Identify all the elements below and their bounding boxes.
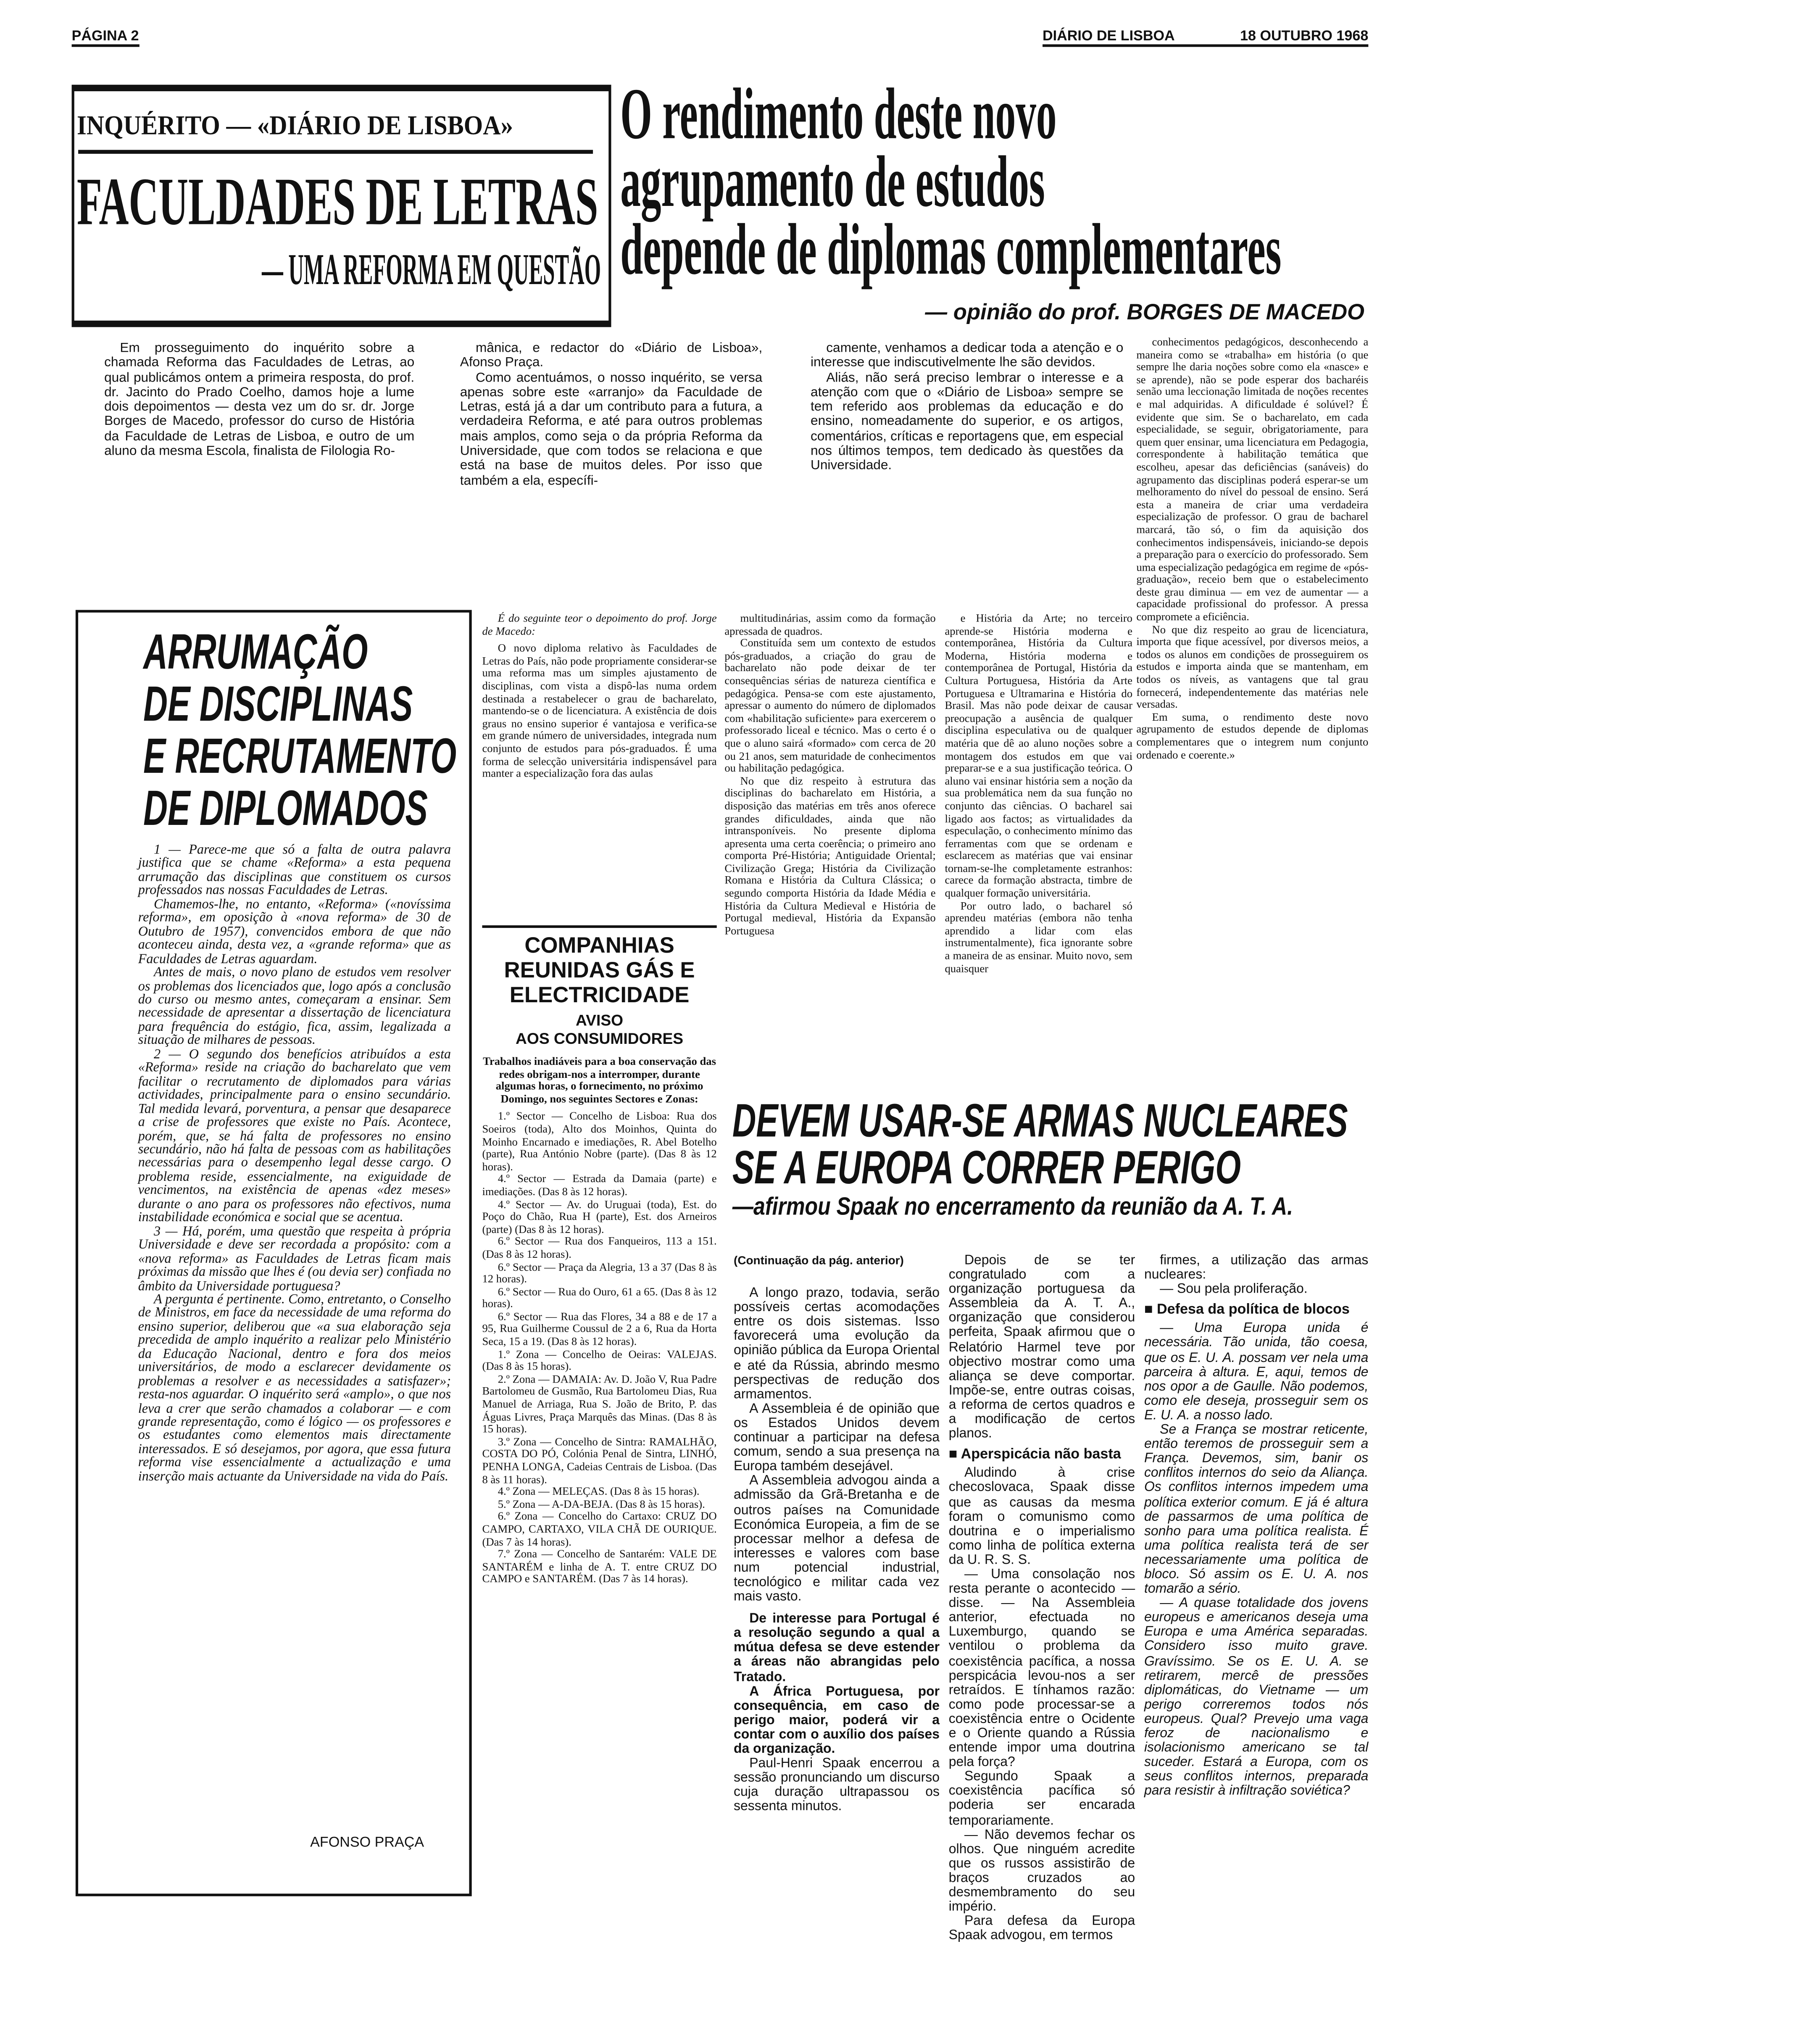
col-body xyxy=(1144,1322,1368,1799)
paragraph: — A quase totalidade dos jovens europeus e americanos deseja uma Europa e uma América separadas. Considero isso muito grave. Gravíssimo. Se os E. U. A. se retirarem, mercê de pressões diplomáticas, do Vietname — um perigo correremos todos nós europeus. Qual? Prevejo uma vaga feroz de nacionalismo e isolacionismo americano se tal suceder. Estará a Europa, com os seus conflitos internos, preparada para resistir à infiltração soviética? xyxy=(1144,1596,1369,1799)
subhead-text: Defesa da política de blocos xyxy=(1157,1302,1350,1318)
notice-subtitle: AOS CONSUMIDORES xyxy=(516,1030,684,1048)
sidebar-author: AFONSO PRAÇA xyxy=(310,1835,424,1851)
paragraph: A Assembleia advogou ainda a admissão da Grã-Bretanha e de outros países na Comunidade Económica Europeia, a fim de se processar melhor a defesa de interesses e valores com base num potencial industrial, tecnológico e militar cada vez mais vasto. xyxy=(734,1474,940,1604)
paragraph: A África Portuguesa, por consequência, em caso de perigo maior, poderá vir a contar com o auxílio dos países da organização. xyxy=(734,1684,940,1757)
intro-column-3 xyxy=(811,342,1123,602)
paragraph: Paul-Henri Spaak encerrou a sessão pronunciando um discurso cuja duração ultrapassou os sessenta minutos. xyxy=(734,1757,940,1815)
notice-company: COMPANHIAS REUNIDAS GÁS E ELECTRICIDADE xyxy=(504,933,695,1008)
paragraph: 3.º Zona — Concelho de Sintra: RAMALHÃO, COSTA DO PÓ, Colónia Penal de Sintra, LINHÓ, PENHA LONGA, Cadeias Centrais de Lisboa. (Das 8 às 11 horas). xyxy=(482,1434,717,1486)
paragraph: 4.º Sector — Av. do Uruguai (toda), Est. do Poço do Chão, Rua H (parte), Est. dos Arneiros (parte) (Das 8 às 12 horas). xyxy=(482,1197,717,1235)
paragraph: No que diz respeito à estrutura das disciplinas do bacharelato em História, a disposição das matérias em três anos oferece grandes dificuldades, ainda que não intransponíveis. No presente diploma apresenta uma certa coerência; o primeiro ano comporta Pré-História; Antiguidade Oriental; Civilização Grega; História da Civilização Romana e História da Cultura Clássica; o segundo comporta História da Idade Média e História da Cultura Medieval e História de Portugal medieval, História da Expansão Portuguesa xyxy=(724,774,936,937)
intro-column-1 xyxy=(104,342,414,602)
page-number: PÁGINA 2 xyxy=(72,29,139,47)
paragraph: 1.º Zona — Concelho de Oeiras: VALEJAS. (Das 8 às 15 horas). xyxy=(482,1347,717,1373)
notice-list xyxy=(482,1111,716,1841)
sidebar-article-box xyxy=(76,610,472,1896)
paragraph: e História da Arte; no terceiro aprende-se História moderna e contemporânea, História da Cultura Moderna, História moderna e contemporânea de Portugal, História da Cultura Portuguesa, História da Arte Portuguesa e Ultramarina e História do Brasil. Mas não pode deixar de causar preocupação a ausência de qualquer disciplina especulativa ou de qualquer matéria que dê ao aluno noções sobre a montagem dos estudos em que vai preparar-se e a sua justificação teórica. O aluno vai ensinar história sem a noção da sua problemática nem da sua função no conjunto das ciências. O bacharel sai ligado aos factos; as virtualidades da especulação, o conhecimento mínimo das ferramentas com que se ordenam e esclarecem as matérias que vai ensinar tornam-se-lhe completamente estranhos: carece da formação abstracta, timbre de qualquer formação universitária. xyxy=(945,611,1133,900)
paragraph: 6.º Sector — Praça da Alegria, 13 a 37 (Das 8 às 12 horas). xyxy=(482,1259,717,1285)
col-body xyxy=(1144,1254,1368,1297)
inquiry-kicker: INQUÉRITO — «DIÁRIO DE LISBOA» xyxy=(76,109,513,141)
paragraph: Aludindo à crise checoslovaca, Spaak disse que as causas da mesma foram o comunismo como doutrina e o imperialismo como linha de política externa da U. R. S. S. xyxy=(948,1466,1135,1568)
title-line: DE DIPLOMADOS xyxy=(143,782,428,837)
paragraph: Como acentuámos, o nosso inquérito, se versa apenas sobre este «arranjo» da Faculdade de Letras, está já a dar um contributo para a futura, a verdadeira Reforma, e até para outros problemas mais amplos, como seja o da própria Reforma da Universidade, que com todos se relaciona e que está na base de muitos deles. Por isso que também a ela, específi- xyxy=(460,371,763,488)
paragraph: Em suma, o rendimento deste novo agrupamento de estudos depende de diplomas complementares que o integrem num conjunto ordenado e coerente.» xyxy=(1136,710,1369,761)
paragraph: O novo diploma relativo às Faculdades de Letras do País, não pode propriamente considerar-se uma reforma mas um simples ajustamento de disciplinas, com vista a dispô-las numa ordem destinada a restabelecer o grau de bacharelato, mantendo-se o de licenciatura. A existência de dois graus no ensino superior é vantajosa e verifica-se em grande número de universidades, integrada num conjunto de estudos para pós-graduados. É uma forma de selecção universitária indispensável para manter a especialização fora das aulas xyxy=(482,641,717,780)
subhead-blocos: ■ Defesa da política de blocos xyxy=(1144,1302,1350,1318)
paragraph: mânica, e redactor do «Diário de Lisboa», Afonso Praça. xyxy=(460,341,763,371)
inquiry-box xyxy=(72,85,611,327)
paragraph: A Assembleia é de opinião que os Estados Unidos devem continuar a participar na defesa comum, sendo a sua presença na Europa também desejável. xyxy=(734,1402,940,1475)
issue-date: 18 OUTUBRO 1968 xyxy=(1240,29,1369,45)
byline: — opinião do prof. BORGES DE MACEDO xyxy=(925,300,1365,325)
paragraph: De interesse para Portugal é a resolução segundo a qual a mútua defesa se deve estender a áreas não abrangidas pelo Tratado. xyxy=(734,1612,940,1685)
headline-line: SE A EUROPA CORRER PERIGO xyxy=(732,1140,1241,1194)
paragraph: conhecimentos pedagógicos, desconhecendo a maneira como se «trabalha» em história (o que sempre lhe daria noções sobre como ela «nasce» e se aprende), não se pode esperar dos bacharéis senão uma leccionação limitada de noções recentes e mal adquiridas. A dificuldade é solúvel? É evidente que sim. Se o bacharelato, em cada especialidade, se seguir, obrigatoriamente, para quem quer ensinar, uma licenciatura em Pedagogia, correspondente à habilitação temática que escolheu, apesar das deficiências (sanáveis) do agrupamento das disciplinas poderá esperar-se um melhoramento do nível do pessoal de ensino. Será esta a maneira de criar uma verdadeira especialização de professor. O grau de bacharel marcará, tão só, o fim da aquisição dos conhecimentos indispensáveis, iniciando-se depois a preparação para o exercício do professorado. Sem uma especialização pedagógica em regime de «pós-graduação», receio bem que o estabelecimento deste grau diminua — em vez de aumentar — a capacidade profissional do professor. A pressa compromete a eficiência. xyxy=(1136,335,1369,623)
headline-line: DEVEM USAR-SE ARMAS NUCLEARES xyxy=(732,1093,1348,1147)
paragraph: Segundo Spaak a coexistência pacífica só poderia ser encarada temporariamente. xyxy=(948,1770,1135,1828)
paragraph: 3 — Há, porém, uma questão que respeita à própria Universidade e deve ser recordada a propósito: com a «nova reforma» as Faculdades de Letras ficam mais próximas da missão que lhes é (ou devia ser) confiada no âmbito da Universidade portuguesa? xyxy=(138,1225,451,1294)
col-body xyxy=(734,1286,940,1604)
paragraph: Para defesa da Europa Spaak advogou, em termos xyxy=(948,1915,1135,1944)
continuation-note: (Continuação da pág. anterior) xyxy=(734,1254,904,1267)
nuclear-subtitle: —afirmou Spaak no encerramento da reunião da A. T. A. xyxy=(732,1193,1293,1221)
notice-intro: Trabalhos inadiáveis para a boa conservação das redes obrigam-nos a interromper, durante algumas horas, o fornecimento, no próximo Domingo, nos seguintes Sectores e Zonas: xyxy=(483,1054,716,1105)
paragraph: Depois de se ter congratulado com a organização portuguesa da Assembleia da A. T. A., organização que considerou perfeita, Spaak afirmou que o Relatório Harmel teve por objectivo mostrar como uma aliança se deve comportar. Impõe-se, entre outras coisas, a reforma de certos quadros e a modificação de certos planos. xyxy=(948,1254,1135,1442)
paragraph: Chamemos-lhe, no entanto, «Reforma» («novíssima reforma», em oposição à «nova reforma» de 30 de Outubro de 1957), convencidos embora de que não aconteceu ainda, desta vez, a «grande reforma» que as Faculdades de Letras aguardam. xyxy=(138,898,451,967)
notice-title: AVISO xyxy=(576,1011,624,1030)
nuclear-column-2 xyxy=(948,1254,1135,1944)
paragraph: 2.º Zona — DAMAIA: Av. D. João V, Rua Padre Bartolomeu de Gusmão, Rua Bartolomeu Dias, Rua Manuel de Arriaga, Rua S. João de Brito, P. das Águas Livres, Praça Marquês das Minas. (Das 8 às 15 horas). xyxy=(482,1372,717,1436)
nuclear-headline xyxy=(732,1093,1612,1221)
col-body xyxy=(949,1254,1135,1441)
inquiry-title: FACULDADES DE LETRAS xyxy=(76,165,598,240)
divider xyxy=(78,150,593,154)
depoimento-column-4 xyxy=(1136,336,1368,1164)
title-line: ARRUMAÇÃO xyxy=(143,625,368,680)
paragraph: 6.º Sector — Rua dos Fanqueiros, 113 a 151. (Das 8 às 12 horas). xyxy=(482,1234,717,1260)
paragraph: firmes, a utilização das armas nucleares: xyxy=(1144,1254,1369,1283)
depoimento-column-2 xyxy=(724,613,935,1062)
paragraph: Constituída sem um contexto de estudos pós-graduados, a criação do grau de bacharelato não pode deixar de ter consequências sérias de natureza científica e pedagógica. Pensa-se com este ajustamento, apressar o aumento do número de diplomados com «habilitação suficiente» para exercerem o professorado liceal e técnico. Mas o certo é o que o aluno sairá «formado» com cerca de 20 ou 21 anos, sem maturidade de conhecimentos ou habilitação pedagógica. xyxy=(724,636,936,774)
paragraph: — Uma consolação nos resta perante o acontecido — disse. — Na Assembleia anterior, efectuada no Luxemburgo, quando se ventilou o problema da coexistência pacífica, a nossa perspicácia levou-nos a ser retraídos. E tínhamos razão: como pode processar-se a coexistência entre o Ocidente e o Oriente quando a Rússia entende impor uma doutrina pela força? xyxy=(948,1567,1135,1770)
paragraph: 6.º Zona — Concelho do Cartaxo: CRUZ DO CAMPO, CARTAXO, VILA CHÃ DE OURIQUE. (Das 7 às 14 horas). xyxy=(482,1509,717,1548)
paragraph: 4.º Zona — MELEÇAS. (Das 8 às 15 horas). xyxy=(498,1484,700,1498)
paragraph: Se a França se mostrar reticente, então teremos de prosseguir sem a França. Devemos, sim, banir os conflitos internos do seio da Aliança. Os conflitos internos impedem uma política exterior comum. E já é altura de passarmos de uma política de sonho para uma política realista. É uma política realista terá de ser necessariamente uma política de bloco. Só assim os E. U. A. nos tomarão a sério. xyxy=(1144,1423,1369,1597)
paragraph: 6.º Sector — Rua das Flores, 34 a 88 e de 17 a 95, Rua Guilherme Coussul de 2 a 6, Rua da Horta Seca, 15 a 19. (Das 8 às 12 horas). xyxy=(482,1309,717,1348)
paragraph: Antes de mais, o novo plano de estudos vem resolver os problemas dos licenciados que, logo após a conclusão do curso ou mesmo antes, começaram a ensinar. Sem necessidade de apresentar a dissertação de licenciatura para frequência do estágio, fica, assim, legalizada a situação de milhares de pessoas. xyxy=(138,966,451,1048)
paragraph: 5.º Zona — A-DA-BEJA. (Das 8 às 15 horas). xyxy=(498,1497,705,1510)
sidebar-body xyxy=(138,845,451,1822)
paragraph: A longo prazo, todavia, serão possíveis certas acomodações entre os dois sistemas. Isso favorecerá uma evolução da opinião pública da Europa Oriental e até da Rússia, abrindo mesmo perspectivas de redução dos armamentos. xyxy=(734,1286,940,1402)
paper-name: DIÁRIO DE LISBOA xyxy=(1043,29,1175,45)
paragraph: A pergunta é pertinente. Como, entretanto, o Conselho de Ministros, em face da necessidade de uma reforma do ensino superior, deliberou que «a sua elaboração seja precedida de amplo inquérito a realizar pelo Ministério da Educação Nacional, dentro e fora dos meios universitários, de modo a esclarecer devidamente os problemas a resolver e as necessidades a satisfazer»; resta-nos aguardar. O inquérito será «amplo», o que nos leva a crer que serão chamados a colaborar — e com grande representação, como é lógico — os professores e os estudantes como elementos mais directamente interessados. E só desejamos, por agora, que essa futura reforma vise essencialmente a actualização e uma inserção mais actuante da Universidade na vida do País. xyxy=(138,1293,451,1484)
paragraph: — Uma Europa unida é necessária. Tão unida, tão coesa, que os E. U. A. possam ver nela uma parceira à altura. E, aqui, temos de nos opor a de Gaulle. Não podemos, como ele deseja, prosseguir sem os E. U. A. a nosso lado. xyxy=(1144,1322,1369,1423)
paragraph: Em prosseguimento do inquérito sobre a chamada Reforma das Faculdades de Letras, ao qual publicámos ontem a primeira resposta, do prof. dr. Jacinto do Prado Coelho, damos hoje a lume dois depoimentos — desta vez um do sr. dr. Jorge Borges de Macedo, professor do curso de História da Faculdade de Letras de Lisboa, e outro de um aluno da mesma Escola, finalista de Filologia Ro- xyxy=(104,341,415,459)
col-body xyxy=(949,1467,1135,1944)
main-headline xyxy=(620,74,1801,291)
title-line: E RECRUTAMENTO xyxy=(143,730,457,785)
paragraph: 7.º Zona — Concelho de Santarém: VALE DE SANTARÉM e linha de A. T. entre CRUZ DO CAMPO e SANTARÉM. (Das 7 às 14 horas). xyxy=(482,1547,717,1586)
headline-line: depende de diplomas complementares xyxy=(620,210,1282,291)
col-body-end xyxy=(734,1757,940,1815)
subhead-text: Aperspicácia não basta xyxy=(961,1447,1121,1463)
nuclear-column-1 xyxy=(734,1254,940,1905)
subhead-perspicacia: ■ Aperspicácia não basta xyxy=(948,1447,1121,1463)
inquiry-subtitle: — UMA REFORMA EM QUESTÃO xyxy=(261,246,601,295)
paragraph: Por outro lado, o bacharel só aprendeu matérias (embora não tenha aprendido a lidar com elas instrumentalmente), fica ignorante sobre a maneira de as ensinar. Muito novo, sem quaisquer xyxy=(945,898,1133,975)
nuclear-column-3 xyxy=(1144,1254,1368,1905)
paragraph: No que diz respeito ao grau de licenciatura, importa que fique acessível, por diversos meios, a todos os alunos em condições de prosseguirem os estudos e importa ainda que se mantenham, em todos os níveis, as vantagens que tal grau fornecerá, independentemente das matérias nele versadas. xyxy=(1136,622,1369,711)
paragraph: 1 — Parece-me que só a falta de outra palavra justifica que se chame «Reforma» a esta pequena arrumação das disciplinas que constituem os cursos professados nas nossas Faculdades de Letras. xyxy=(138,843,451,898)
paragraph: camente, venhamos a dedicar toda a atenção e o interesse que indiscutivelmente lhe são devidos. xyxy=(811,341,1124,371)
paragraph: 2 — O segundo dos benefícios atribuídos a esta «Reforma» reside na criação do bacharelato que vem facilitar o recrutamento de diplomados para várias actividades, principalmente para o ensino secundário. Tal medida levará, porventura, a pensar que desaparece a crise de professores que existe no País. Acontece, porém, que, se há falta de professores no ensino secundário, não há falta de pessoas com as habilitações necessárias para o desempenho legal desse cargo. O problema reside, essencialmente, na exiguidade de vencimentos, na existência de apenas «dez meses» durante o ano para os professores não efectivos, numa instabilidade económica e social que se acentua. xyxy=(138,1047,451,1225)
title-line: DE DISCIPLINAS xyxy=(143,677,413,732)
intro-column-2 xyxy=(460,342,763,602)
depoimento-column-1 xyxy=(482,613,716,919)
paragraph: 6.º Sector — Rua do Ouro, 61 a 65. (Das 8 às 12 horas). xyxy=(482,1284,717,1310)
depoimento-lead: É do seguinte teor o depoimento do prof. Jorge de Macedo: xyxy=(482,611,717,637)
paragraph: 4.º Sector — Estrada da Damaia (parte) e imediações. (Das 8 às 12 horas). xyxy=(482,1172,717,1198)
paragraph: multitudinárias, assim como da formação apressada de quadros. xyxy=(724,611,936,637)
paragraph: — Não devemos fechar os olhos. Que ninguém acredite que os russos assistirão de braços cruzados ao desmembramento do seu império. xyxy=(948,1828,1135,1915)
paragraph: — Sou pela proliferação. xyxy=(1160,1283,1308,1297)
paragraph: Aliás, não será preciso lembrar o interesse e a atenção com que o «Diário de Lisboa» sempre se tem referido aos problemas da educação e do ensino, nomeadamente do superior, e os artigos, comentários, críticas e reportagens que, em especial nos últimos tempos, tem dedicado às questões da Universidade. xyxy=(811,371,1124,474)
headline-line: agrupamento de estudos xyxy=(620,142,1045,223)
col-bold-body xyxy=(734,1612,940,1757)
depoimento-column-3 xyxy=(945,613,1132,1062)
utility-notice xyxy=(482,925,716,1908)
masthead-line xyxy=(1043,29,1368,47)
paragraph: 1.º Sector — Concelho de Lisboa: Rua dos Soeiros (toda), Alto dos Moinhos, Quinta do Moinho Encarnado e imediações, R. Abel Botelho (parte), Rua António Nobre (parte). (Das 8 às 12 horas). xyxy=(482,1109,717,1173)
headline-line: O rendimento deste novo xyxy=(620,74,1057,155)
depoimento-body xyxy=(482,643,716,780)
